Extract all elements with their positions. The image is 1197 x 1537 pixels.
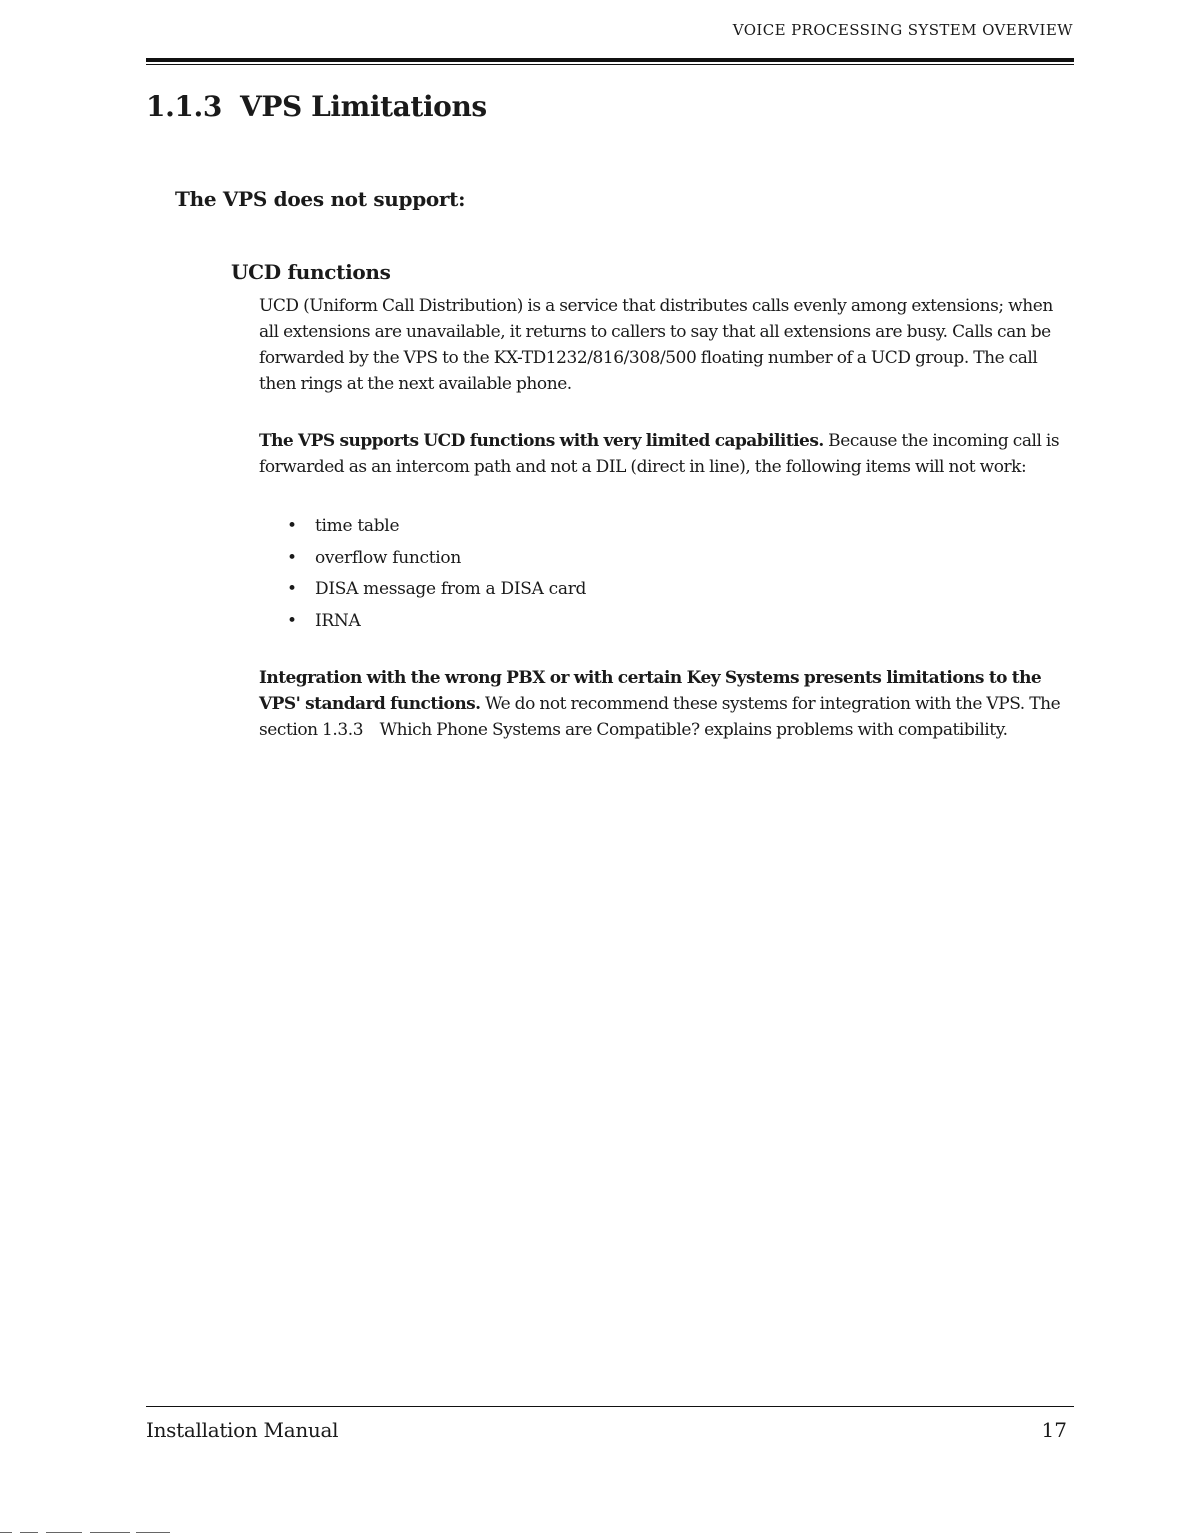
footer-rule [146,1406,1074,1407]
list-item-text: overflow function [315,547,462,568]
list-item [287,513,586,545]
page-number: 17 [1041,1418,1067,1442]
bullet-icon: • [287,516,297,536]
list-item-text: time table [315,516,400,536]
section-number: 1.1.3 [146,90,222,123]
unsupported-items-list [287,513,586,639]
section-title-text: VPS Limitations [240,90,487,123]
ucd-description-paragraph: UCD (Uniform Call Distribution) is a service that distributes calls evenly among extensions; when all extensions are unavailable, it returns to callers to say that all extensions are busy. Calls can be forwarded by the VPS to the KX-TD1232/816/308/500 floating number of a UCD group. The call then rings at the next available phone. [259,296,1053,394]
list-item [287,608,586,640]
integration-lead: Integration with the wrong PBX or with certain Key Systems presents limitations to the VPS' standard functions. [259,668,1042,714]
bullet-icon: • [287,547,297,568]
running-header: VOICE PROCESSING SYSTEM OVERVIEW [732,21,1073,39]
ucd-limitations-paragraph [259,428,1074,480]
list-item-text: IRNA [315,610,361,631]
integration-text: We do not recommend these systems for integration with the VPS. The section 1.3.3 Which Phone Systems are Compatible? explains problems with compatibility. [259,694,1061,740]
ucd-limitations-lead: The VPS supports UCD functions with very limited capabilities. [259,431,824,451]
header-rule-thick [146,58,1074,62]
subheading: The VPS does not support: [175,187,466,211]
topic-heading: UCD functions [231,260,391,284]
bullet-icon: • [287,579,297,600]
scan-artifact-marks [0,1532,170,1535]
list-item [287,545,586,577]
list-item-text: DISA message from a DISA card [315,579,587,600]
header-rule-thin [146,64,1074,65]
section-title [146,90,487,123]
integration-paragraph [259,665,1074,743]
ucd-limitations-text: Because the incoming call is forwarded as an intercom path and not a DIL (direct in line), the following items will not work: [259,431,1060,477]
bullet-icon: • [287,610,297,631]
list-item [287,576,586,608]
footer-manual-name: Installation Manual [146,1418,339,1442]
